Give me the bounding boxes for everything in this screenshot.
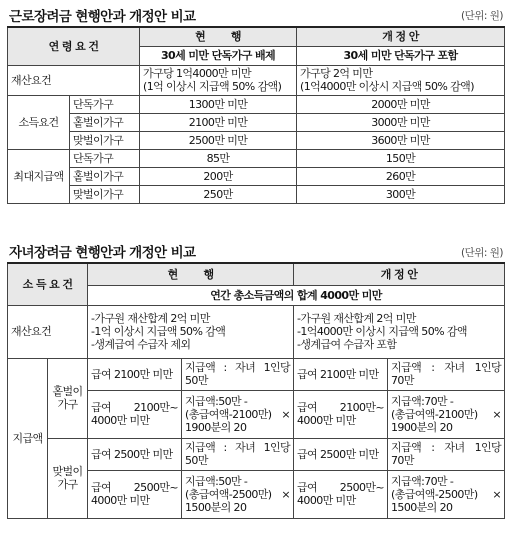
amount-cell: 지급액:50만 - (총급여액-2500만) × 1500분의 20 [182,470,294,518]
amount-cell: 지급액 : 자녀 1인당 50만 [182,358,294,390]
section1-title: 근로장려금 현행안과 개정안 비교 [9,9,196,25]
payment-label: 지급액 [8,358,48,518]
income-type: 홑벌이가구 [70,113,140,131]
income-type: 맞벌이가구 [70,131,140,149]
income-revised: 3600만 미만 [297,131,505,149]
max-payment-type: 홑벌이가구 [70,167,140,185]
max-payment-current: 250만 [140,185,297,203]
amount-cell: 지급액:70만 - (총급여액-2500만) × 1500분의 20 [388,470,505,518]
income-revised: 3000만 미만 [297,113,505,131]
amount-cell: 지급액 : 자녀 1인당 70만 [388,438,505,470]
property-revised: -가구원 재산합계 2억 미만 -1억4000만 이상시 지급액 50% 감액 -생계급여 수급자 포함 [294,305,505,358]
earned-income-credit-table [7,26,505,204]
child-credit-table [7,262,505,519]
max-payment-revised: 300만 [297,185,505,203]
property-current: -가구원 재산합계 2억 미만 -1억 이상시 지급액 50% 감액 -생계급여 수급자 제외 [88,305,294,358]
header-income-condition: 소 득 요 건 [8,263,88,305]
income-type: 단독가구 [70,95,140,113]
amount-cell: 지급액:50만 - (총급여액-2100만) × 1900분의 20 [182,390,294,438]
header-current: 현 행 [88,263,294,285]
condition-cell: 급여 2500만~ 4000만 미만 [88,470,182,518]
max-payment-label: 최대지급액 [8,149,70,203]
income-label: 소득요건 [8,95,70,149]
property-current: 가구당 1억4000만 미만 (1억 이상시 지급액 50% 감액) [140,65,297,95]
max-payment-type: 단독가구 [70,149,140,167]
income-rule-merged: 연간 총소득금액의 합계 4000만 미만 [88,285,505,305]
header-revised: 개 정 안 [297,27,505,46]
amount-cell: 지급액 : 자녀 1인당 50만 [182,438,294,470]
section2-title: 자녀장려금 현행안과 개정안 비교 [9,245,196,261]
property-label: 재산요건 [8,65,140,95]
max-payment-revised: 260만 [297,167,505,185]
current-age-rule: 30세 미만 단독가구 배제 [140,46,297,65]
max-payment-current: 85만 [140,149,297,167]
max-payment-current: 200만 [140,167,297,185]
condition-cell: 급여 2100만~ 4000만 미만 [294,390,388,438]
property-revised: 가구당 2억 미만 (1억4000만 이상시 지급액 50% 감액) [297,65,505,95]
income-revised: 2000만 미만 [297,95,505,113]
section2-unit: (단위: 원) [461,247,503,259]
single-earner-label: 홑벌이 가구 [48,358,88,438]
section1-unit: (단위: 원) [461,10,503,22]
dual-earner-label: 맞벌이 가구 [48,438,88,518]
income-current: 2100만 미만 [140,113,297,131]
revised-age-rule: 30세 미만 단독가구 포함 [297,46,505,65]
amount-cell: 지급액:70만 - (총급여액-2100만) × 1900분의 20 [388,390,505,438]
income-current: 1300만 미만 [140,95,297,113]
header-age-condition: 연 령 요 건 [8,27,140,65]
condition-cell: 급여 2500만~ 4000만 미만 [294,470,388,518]
condition-cell: 급여 2500만 미만 [88,438,182,470]
condition-cell: 급여 2500만 미만 [294,438,388,470]
property-label: 재산요건 [8,305,88,358]
amount-cell: 지급액 : 자녀 1인당 70만 [388,358,505,390]
condition-cell: 급여 2100만 미만 [88,358,182,390]
header-current: 현 행 [140,27,297,46]
max-payment-revised: 150만 [297,149,505,167]
income-current: 2500만 미만 [140,131,297,149]
header-revised: 개 정 안 [294,263,505,285]
max-payment-type: 맞벌이가구 [70,185,140,203]
condition-cell: 급여 2100만 미만 [294,358,388,390]
condition-cell: 급여 2100만~ 4000만 미만 [88,390,182,438]
